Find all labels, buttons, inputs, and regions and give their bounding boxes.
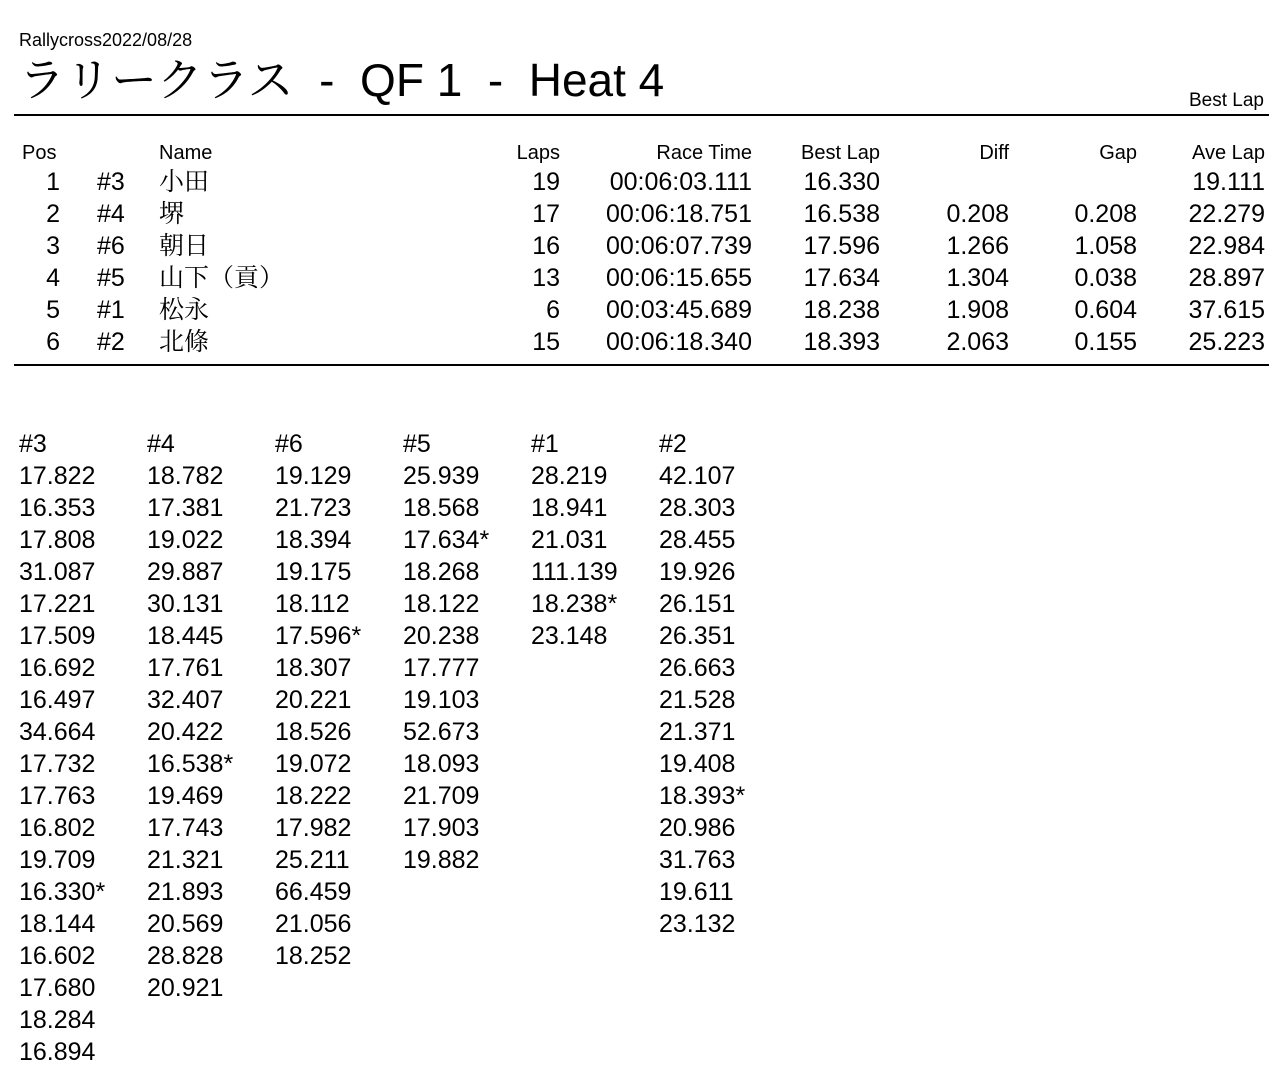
table-row: [0, 262, 1284, 294]
lap-time-value: 17.982: [275, 814, 352, 842]
lap-time-value: 21.056: [275, 910, 352, 938]
table-row: [0, 326, 1284, 358]
driver-name-cell: 小田: [159, 168, 210, 196]
best-lap-cell: 17.634: [803, 264, 880, 292]
diff-cell: 0.208: [946, 200, 1009, 228]
diff-cell: 1.304: [946, 264, 1009, 292]
gap-cell: 0.155: [1074, 328, 1137, 356]
table-row: [0, 166, 1284, 198]
driver-name-cell: 堺: [159, 200, 185, 228]
lap-time-value: 42.107: [659, 462, 736, 490]
ave-lap-cell: 28.897: [1188, 264, 1265, 292]
lap-column-header: #2: [659, 430, 687, 458]
lap-time-value: 18.526: [275, 718, 352, 746]
lap-time-value: 19.709: [19, 846, 96, 874]
pos-cell: 3: [46, 232, 60, 260]
col-header-ave-lap: Ave Lap: [1191, 142, 1265, 164]
lap-column-header: #3: [19, 430, 47, 458]
lap-time-value: 20.986: [659, 814, 736, 842]
gap-cell: 0.208: [1074, 200, 1137, 228]
lap-time-value: 29.887: [147, 558, 224, 586]
lap-time-value: 21.371: [659, 718, 736, 746]
lap-time-value: 16.692: [19, 654, 96, 682]
best-lap-cell: 17.596: [803, 232, 880, 260]
lap-time-value: 20.921: [147, 974, 224, 1002]
lap-time-value: 21.031: [531, 526, 608, 554]
event-date: Rallycross2022/08/28: [19, 30, 193, 50]
lap-time-value: 18.568: [403, 494, 480, 522]
lap-time-value: 19.129: [275, 462, 352, 490]
lap-time-value: 16.602: [19, 942, 96, 970]
race-time-cell: 00:06:07.739: [606, 232, 752, 260]
lap-time-value: 20.221: [275, 686, 352, 714]
lap-time-value: 28.303: [659, 494, 736, 522]
lap-time-value: 18.144: [19, 910, 96, 938]
lap-time-value: 17.763: [19, 782, 96, 810]
lap-time-value: 18.393*: [659, 782, 746, 810]
laps-cell: 19: [532, 168, 560, 196]
lap-time-value: 23.132: [659, 910, 736, 938]
driver-name-cell: 松永: [159, 296, 210, 324]
lap-time-value: 17.761: [147, 654, 224, 682]
laps-cell: 15: [532, 328, 560, 356]
driver-name-cell: 北條: [159, 328, 210, 356]
lap-time-value: 21.709: [403, 782, 480, 810]
lap-column: [147, 428, 275, 1004]
lap-time-value: 18.222: [275, 782, 352, 810]
lap-time-value: 19.469: [147, 782, 224, 810]
ave-lap-cell: 25.223: [1188, 328, 1265, 356]
race-time-cell: 00:06:18.751: [606, 200, 752, 228]
lap-time-value: 16.538*: [147, 750, 234, 778]
race-time-cell: 00:06:15.655: [606, 264, 752, 292]
lap-time-value: 25.211: [275, 846, 350, 874]
lap-time-value: 26.663: [659, 654, 736, 682]
best-lap-cell: 18.238: [803, 296, 880, 324]
table-row: [0, 294, 1284, 326]
col-header-race-time: Race Time: [656, 142, 752, 164]
diff-cell: 1.908: [946, 296, 1009, 324]
col-header-diff: Diff: [979, 142, 1009, 164]
lap-time-value: 18.284: [19, 1006, 96, 1034]
lap-time-value: 17.822: [19, 462, 96, 490]
lap-time-value: 25.939: [403, 462, 480, 490]
lap-time-value: 18.112: [275, 590, 350, 618]
best-lap-cell: 16.330: [803, 168, 880, 196]
lap-time-value: 17.743: [147, 814, 224, 842]
col-header-name: Name: [159, 142, 213, 164]
diff-cell: 2.063: [946, 328, 1009, 356]
lap-time-value: 18.445: [147, 622, 224, 650]
ave-lap-cell: 22.984: [1188, 232, 1265, 260]
lap-time-value: 26.151: [659, 590, 736, 618]
lap-time-value: 18.122: [403, 590, 480, 618]
lap-time-value: 17.221: [19, 590, 96, 618]
lap-time-value: 19.611: [659, 878, 734, 906]
lap-time-value: 17.596*: [275, 622, 362, 650]
col-header-best-lap: Best Lap: [801, 142, 880, 164]
car-number-cell: #4: [97, 200, 125, 228]
pos-cell: 1: [46, 168, 60, 196]
lap-column: [659, 428, 787, 940]
lap-time-value: 18.238*: [531, 590, 618, 618]
lap-time-value: 52.673: [403, 718, 480, 746]
pos-cell: 5: [46, 296, 60, 324]
lap-time-value: 19.022: [147, 526, 224, 554]
lap-time-value: 19.408: [659, 750, 736, 778]
laps-cell: 16: [532, 232, 560, 260]
ave-lap-cell: 19.111: [1192, 168, 1265, 196]
laps-cell: 17: [532, 200, 560, 228]
driver-name-cell: 朝日: [159, 232, 210, 260]
lap-time-value: 17.634*: [403, 526, 490, 554]
lap-time-value: 19.175: [275, 558, 352, 586]
lap-column-header: #1: [531, 430, 559, 458]
lap-column-header: #5: [403, 430, 431, 458]
lap-time-value: 20.238: [403, 622, 480, 650]
lap-time-value: 17.381: [147, 494, 224, 522]
lap-time-value: 18.941: [531, 494, 608, 522]
best-lap-cell: 16.538: [803, 200, 880, 228]
lap-time-value: 18.252: [275, 942, 352, 970]
lap-time-value: 23.148: [531, 622, 608, 650]
ave-lap-cell: 22.279: [1188, 200, 1265, 228]
lap-time-value: 16.353: [19, 494, 96, 522]
race-time-cell: 00:03:45.689: [606, 296, 752, 324]
gap-cell: 1.058: [1074, 232, 1137, 260]
lap-column-header: #4: [147, 430, 175, 458]
laps-cell: 13: [532, 264, 560, 292]
lap-time-value: 21.893: [147, 878, 224, 906]
lap-time-value: 31.763: [659, 846, 736, 874]
pos-cell: 6: [46, 328, 60, 356]
car-number-cell: #6: [97, 232, 125, 260]
lap-time-value: 20.422: [147, 718, 224, 746]
lap-time-value: 28.828: [147, 942, 224, 970]
lap-column: [275, 428, 403, 972]
lap-time-value: 18.394: [275, 526, 352, 554]
page-title: ラリークラス - QF 1 - Heat 4: [19, 54, 665, 106]
lap-time-value: 16.497: [19, 686, 96, 714]
results-bottom-rule: [14, 364, 1269, 366]
sort-label: Best Lap: [1189, 90, 1264, 111]
col-header-pos: Pos: [22, 142, 57, 164]
race-time-cell: 00:06:18.340: [606, 328, 752, 356]
lap-time-value: 111.139: [531, 558, 618, 586]
ave-lap-cell: 37.615: [1188, 296, 1265, 324]
lap-time-value: 17.509: [19, 622, 96, 650]
table-row: [0, 198, 1284, 230]
lap-time-value: 18.782: [147, 462, 224, 490]
col-header-laps: Laps: [516, 142, 560, 164]
lap-time-value: 17.777: [403, 654, 480, 682]
results-table: [0, 140, 1284, 358]
lap-time-value: 17.732: [19, 750, 96, 778]
lap-time-value: 28.219: [531, 462, 608, 490]
col-header-gap: Gap: [1099, 142, 1137, 164]
lap-column: [403, 428, 531, 876]
car-number-cell: #3: [97, 168, 125, 196]
lap-time-value: 66.459: [275, 878, 352, 906]
lap-time-value: 21.723: [275, 494, 352, 522]
lap-time-value: 19.103: [403, 686, 480, 714]
car-number-cell: #2: [97, 328, 125, 356]
lap-time-value: 19.072: [275, 750, 352, 778]
lap-time-value: 20.569: [147, 910, 224, 938]
pos-cell: 2: [46, 200, 60, 228]
car-number-cell: #5: [97, 264, 125, 292]
lap-time-value: 21.528: [659, 686, 736, 714]
lap-column: [19, 428, 147, 1068]
lap-time-value: 19.926: [659, 558, 736, 586]
lap-time-value: 32.407: [147, 686, 224, 714]
lap-column-header: #6: [275, 430, 303, 458]
lap-time-value: 16.802: [19, 814, 96, 842]
driver-name-cell: 山下（貢）: [159, 264, 285, 292]
lap-time-value: 18.268: [403, 558, 480, 586]
lap-time-value: 18.093: [403, 750, 480, 778]
lap-time-value: 28.455: [659, 526, 736, 554]
header-rule: [14, 114, 1269, 116]
results-header-row: [0, 140, 1284, 166]
lap-column: [531, 428, 659, 652]
lap-time-value: 16.894: [19, 1038, 96, 1066]
lap-time-value: 17.680: [19, 974, 96, 1002]
lap-time-value: 31.087: [19, 558, 96, 586]
gap-cell: 0.038: [1074, 264, 1137, 292]
gap-cell: 0.604: [1074, 296, 1137, 324]
table-row: [0, 230, 1284, 262]
pos-cell: 4: [46, 264, 60, 292]
lap-time-value: 18.307: [275, 654, 352, 682]
race-time-cell: 00:06:03.111: [609, 168, 752, 196]
laps-cell: 6: [546, 296, 560, 324]
lap-time-value: 21.321: [147, 846, 224, 874]
lap-time-value: 30.131: [147, 590, 224, 618]
lap-time-value: 16.330*: [19, 878, 106, 906]
lap-time-value: 17.808: [19, 526, 96, 554]
diff-cell: 1.266: [946, 232, 1009, 260]
lap-time-value: 34.664: [19, 718, 96, 746]
car-number-cell: #1: [97, 296, 125, 324]
lap-time-value: 17.903: [403, 814, 480, 842]
lap-time-value: 19.882: [403, 846, 480, 874]
lap-time-value: 26.351: [659, 622, 736, 650]
best-lap-cell: 18.393: [803, 328, 880, 356]
